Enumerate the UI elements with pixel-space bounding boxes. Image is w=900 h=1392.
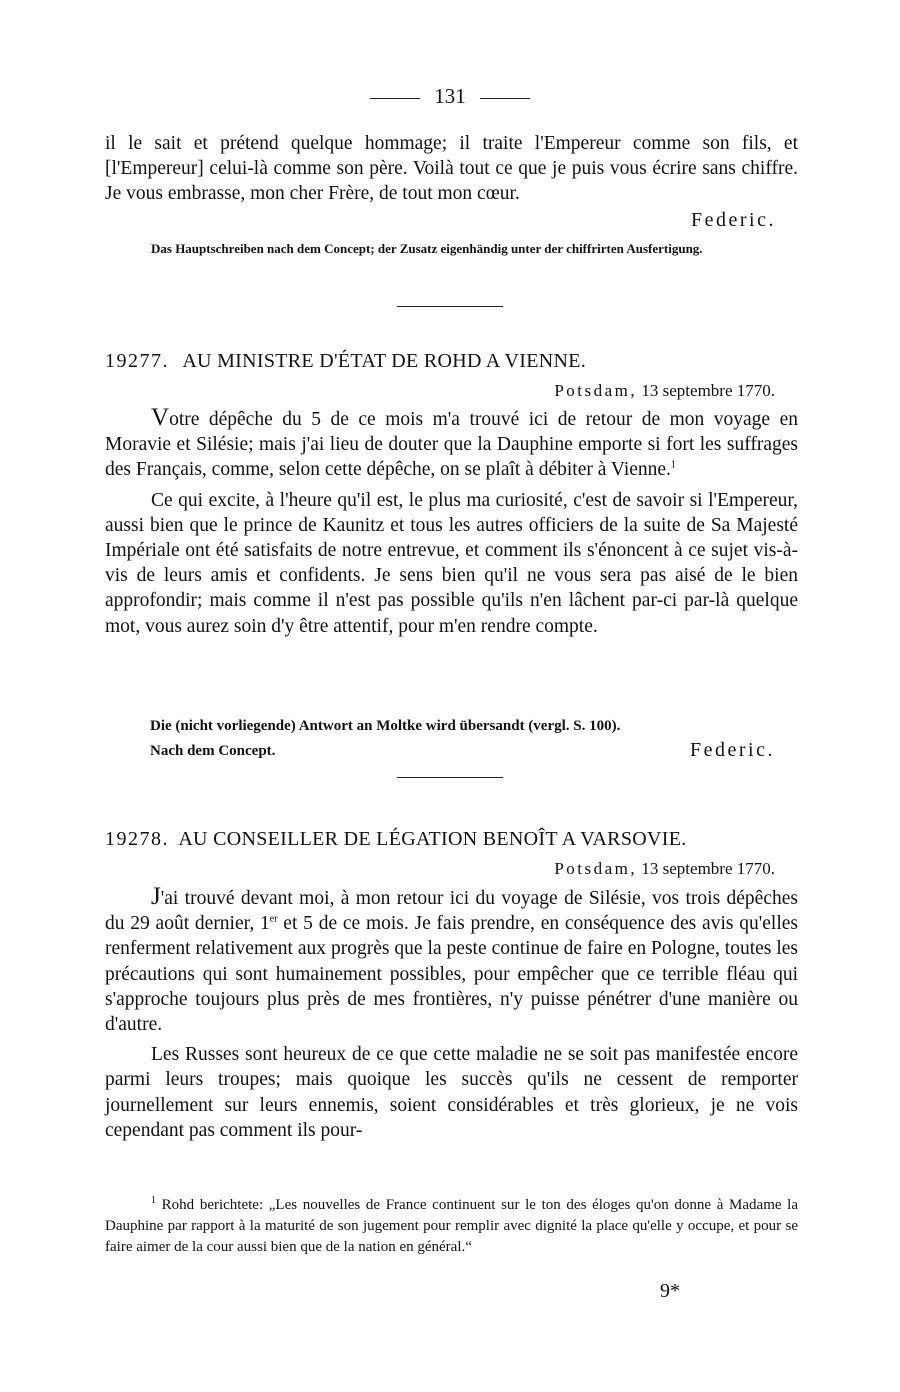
letter-title: AU CONSEILLER DE LÉGATION BENOÎT A VARSOVIE. — [178, 828, 687, 850]
signature: Federic. — [691, 208, 776, 231]
source-note: Nach dem Concept. — [150, 743, 276, 759]
letter-paragraph: Les Russes sont heureux de ce que cette maladie ne se soit pas manifestée encore parmi leurs troupes; mais quoique les succès qu'ils ne cessent de remporter journellement sur leurs ennemis, soient considérables et très glorieux, je ne vois cependant pas comment ils pour- — [105, 1044, 798, 1141]
letter-paragraph — [105, 884, 798, 1037]
signature: Federic. — [690, 739, 775, 761]
editorial-note: Das Hauptschreiben nach dem Concept; der Zusatz eigenhändig unter der chiffrirten Ausfertigung. — [151, 240, 703, 256]
signature-mark: 9* — [660, 1280, 680, 1302]
initial-letter: J — [151, 883, 161, 910]
source-note-row — [150, 739, 775, 762]
paragraph-text: otre dépêche du 5 de ce mois m'a trouvé ici de retour de mon voyage en Moravie et Silésie; mais j'ai lieu de douter que la Dauphine emporte si fort les suffrages des Français, comme, selon cette dépêche, on se plaît à débiter à Vienne. — [105, 409, 798, 481]
letter-paragraph — [105, 405, 798, 483]
footnote — [105, 1195, 798, 1258]
header-rule-left — [370, 98, 420, 99]
paragraph-text: 'ai trouvé devant moi, à mon retour ici du voyage de Silésie, vos trois dépêches du 29 août dernier, 1 — [105, 888, 798, 935]
footnote-marker: 1 — [151, 1195, 156, 1206]
letter-paragraph: Ce qui excite, à l'heure qu'il est, le plus ma curiosité, c'est de savoir si l'Empereur, aussi bien que le prince de Kaunitz et tous les autres officiers de la suite de Sa Majesté Impériale ont été satisfaits de notre entrevue, et comment ils s'énoncent à ce sujet vis-à-vis de leurs amis et confidents. Je sens bien qu'il ne vous sera pas aisé de le bien approfondir; mais comme il n'est pas possible qu'ils n'en lâchent par-ci par-là quelque mot, vous aurez soin d'y être attentif, pour m'en rendre compte. — [105, 489, 798, 637]
dateline-place: Potsdam, — [554, 859, 638, 878]
editorial-note — [150, 718, 775, 735]
letter-heading — [105, 828, 800, 851]
header-rule-right — [480, 98, 530, 99]
letter-number: 19278. — [105, 828, 169, 850]
letter-title: AU MINISTRE D'ÉTAT DE ROHD A VIENNE. — [182, 350, 587, 372]
continuation-block — [105, 131, 798, 257]
dateline-date: 13 septembre 1770. — [641, 859, 775, 878]
footnote-text: Rohd berichtete: „Les nouvelles de France continuent sur le ton des éloges qu'on donne à Madame la Dauphine par rapport à la maturité de son jugement pour remplir avec dignité la place qu'elle y occupe, et pour se faire aimer de la cour aussi bien que de la nation en général.“ — [105, 1197, 798, 1255]
superscript: er — [269, 913, 278, 925]
letter-dateline — [554, 859, 775, 879]
page-number: 131 — [434, 84, 466, 108]
letter-dateline — [554, 381, 775, 401]
letter-number: 19277. — [105, 350, 169, 372]
letter-body — [105, 405, 798, 639]
letter-heading — [105, 350, 800, 373]
initial-letter: V — [151, 404, 170, 431]
section-separator — [397, 306, 503, 307]
section-separator — [397, 777, 503, 778]
paragraph-text: et 5 de ce mois. Je fais prendre, en conséquence des avis qu'elles renferment relativement aux progrès que la peste continue de faire en Pologne, toutes les précautions qui sont humainement possibles, pour empêcher que ce terrible fléau qui s'approche toujours plus près de mes frontières, n'y puisse pénétrer d'une manière ou d'autre. — [105, 913, 798, 1036]
page-header — [0, 84, 900, 109]
dateline-place: Potsdam, — [554, 381, 638, 400]
dateline-date: 13 septembre 1770. — [641, 381, 775, 400]
footnote-ref: 1 — [670, 459, 676, 471]
letter-body — [105, 884, 798, 1143]
note-text: Die (nicht vorliegende) Antwort an Moltke wird übersandt (vergl. S. 100). — [150, 718, 621, 734]
continuation-paragraph: il le sait et prétend quelque hommage; il traite l'Empereur comme son fils, et [l'Empereur] celui-là comme son père. Voilà tout ce que je puis vous écrire sans chiffre. Je vous embrasse, mon cher Frère, de tout mon cœur. — [105, 133, 798, 205]
